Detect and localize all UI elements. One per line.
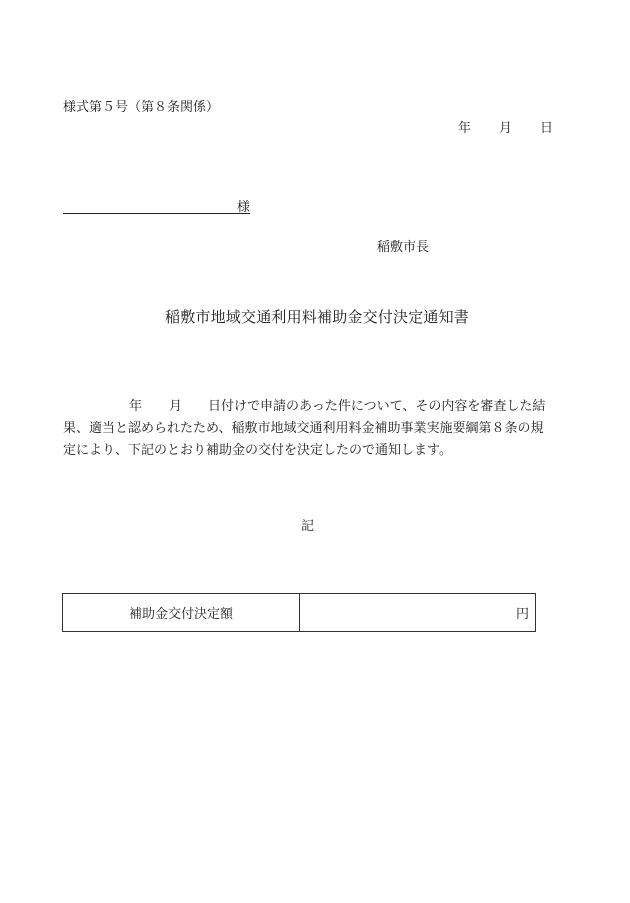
ki-heading: 記	[301, 519, 315, 534]
yen-unit: 円	[515, 607, 529, 622]
body-year-label: 年	[129, 399, 143, 414]
body-month-label: 月	[169, 399, 183, 414]
table-row	[63, 594, 536, 632]
body-line-3: 定により、下記のとおり補助金の交付を決定したので通知します。	[63, 443, 452, 458]
notice-body	[63, 396, 555, 462]
body-line-1-text: 日付けで申請のあった件について、その内容を審査した結	[208, 399, 546, 414]
date-day-label: 日	[540, 121, 554, 136]
subsidy-amount-value	[300, 594, 536, 632]
body-line-1	[63, 396, 555, 418]
body-line-2: 果、適当と認められたため、稲敷市地域交通利用料金補助事業実施要綱第８条の規	[63, 421, 544, 436]
subsidy-amount-label: 補助金交付決定額	[63, 594, 300, 632]
form-number-label: 様式第５号（第８条関係）	[63, 100, 220, 115]
date-line	[458, 117, 553, 136]
subsidy-amount-table	[62, 593, 536, 632]
addressee-line	[63, 196, 250, 214]
addressee-honorific: 様	[236, 200, 250, 215]
document-title: 稲敷市地域交通利用料補助金交付決定通知書	[165, 308, 470, 326]
issuer-name: 稲敷市長	[377, 240, 430, 255]
date-month-label: 月	[499, 121, 513, 136]
date-year-label: 年	[458, 121, 472, 136]
